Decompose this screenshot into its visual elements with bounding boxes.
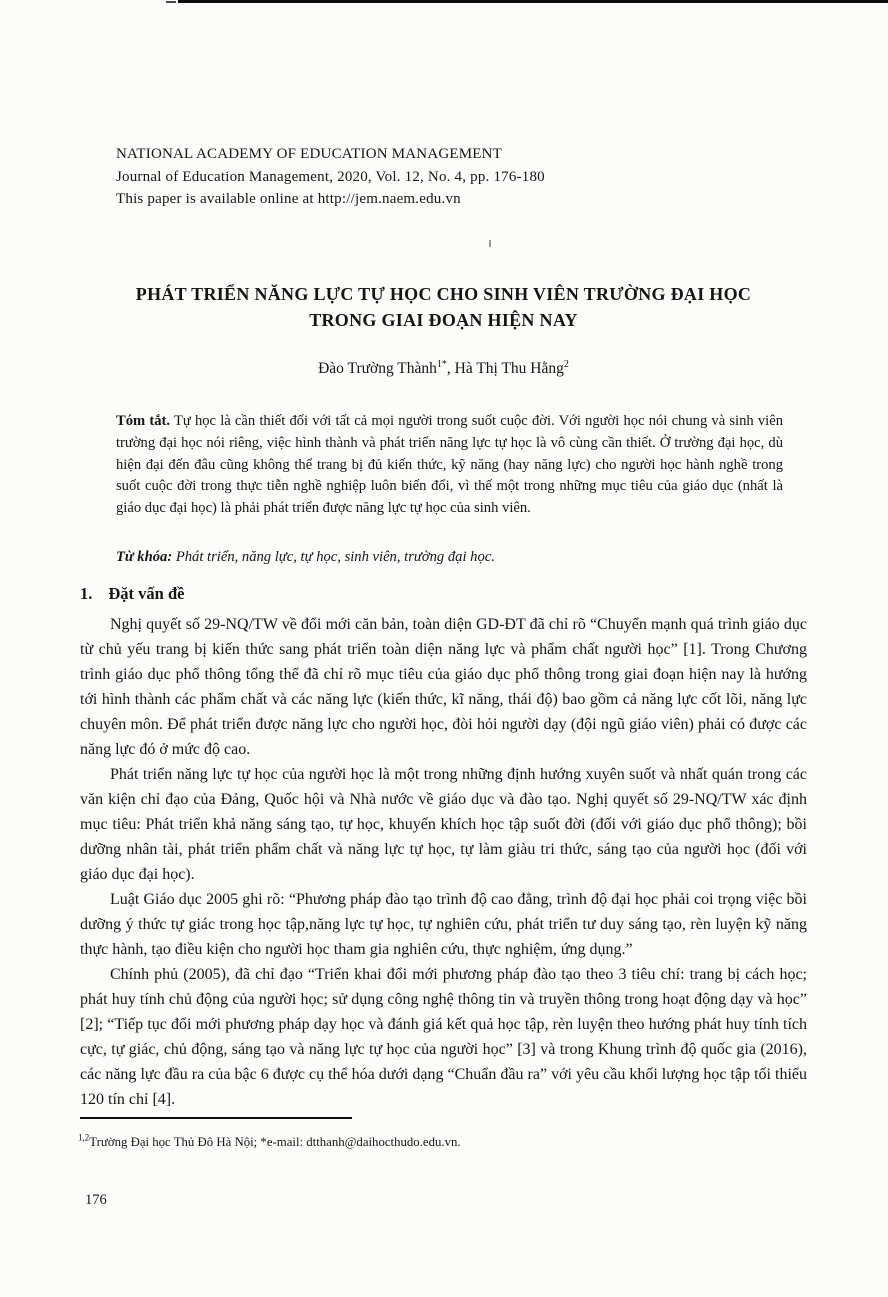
- abstract: [116, 411, 783, 520]
- footnote-text: Trường Đại học Thủ Đô Hà Nội; *e-mail: dtthanh@daihocthudo.edu.vn.: [89, 1135, 461, 1149]
- footnote: [78, 1132, 718, 1150]
- author-2-superscript: 2: [563, 358, 569, 370]
- body-paragraph-4: Chính phủ (2005), đã chỉ đạo “Triển khai đổi mới phương pháp đào tạo theo 3 tiêu chí: trang bị cách học; phát huy tính chủ động của người học; sử dụng công nghệ thông tin và truyền thông trong hoạt động dạy và học” [2]; “Tiếp tục đổi mới phương pháp dạy học và đánh giá kết quả học tập, rèn luyện theo hướng phát huy tính tích cực, tự giác, chủ động, sáng tạo và năng lực tự học của người học” [3] và trong Khung trình độ quốc gia (2016), các năng lực đầu ra của bậc 6 được cụ thể hóa dưới dạng “Chuẩn đầu ra” với yêu cầu khối lượng học tập tối thiểu 120 tín chỉ [4].: [80, 966, 807, 1108]
- scan-speck: [489, 240, 491, 247]
- journal-header: [116, 143, 676, 211]
- authors-line: [80, 360, 807, 378]
- paper-title-line2: TRONG GIAI ĐOẠN HIỆN NAY: [309, 310, 578, 330]
- abstract-label: Tóm tắt.: [116, 413, 171, 429]
- keywords-label: Từ khóa:: [116, 549, 173, 565]
- body-paragraph-2: Phát triển năng lực tự học của người học là một trong những định hướng xuyên suốt và nhất quán trong các văn kiện chỉ đạo của Đảng, Quốc hội và Nhà nước về giáo dục và đào tạo. Nghị quyết số 29-NQ/TW xác định mục tiêu: Phát triển khả năng sáng tạo, tự học, khuyến khích học tập suốt đời (đối với giáo dục phổ thông); bồi dưỡng nhân tài, phát triển phẩm chất và năng lực tự học, tự làm giàu tri thức, sáng tạo của người học (đối với giáo dục đại học).: [80, 766, 807, 883]
- body-text: [80, 612, 807, 1112]
- footnote-superscript: 1,2: [78, 1132, 90, 1143]
- author-1-superscript: 1*: [436, 358, 447, 370]
- page-number: 176: [85, 1192, 107, 1208]
- journal-availability-url: This paper is available online at http://jem.naem.edu.vn: [116, 191, 461, 207]
- section-1-title: Đặt vấn đề: [108, 584, 185, 603]
- paper-title-line1: PHÁT TRIỂN NĂNG LỰC TỰ HỌC CHO SINH VIÊN TRƯỜNG ĐẠI HỌC: [135, 284, 752, 304]
- abstract-text: Tự học là cần thiết đối với tất cả mọi người trong suốt cuộc đời. Với người học nói chung và sinh viên trường đại học nói riêng, việc hình thành và phát triển năng lực tự học là vô cùng cần thiết. Ở trường đại học, dù hiện đại đến đâu cũng không thể trang bị đủ kiến thức, kỹ năng (hay năng lực) cho người học hành nghề trong suốt cuộc đời trong thực tiễn nghề nghiệp luôn biến đổi, vì thế một trong những mục tiêu của giáo dục (nhất là giáo dục đại học) là phải phát triển được năng lực tự học của sinh viên.: [116, 413, 783, 517]
- journal-institution: NATIONAL ACADEMY OF EDUCATION MANAGEMENT: [116, 146, 503, 162]
- keywords-text: Phát triển, năng lực, tự học, sinh viên, trường đại học.: [175, 549, 495, 565]
- section-1-number: 1.: [80, 584, 93, 603]
- paper-title: [80, 281, 807, 333]
- author-1: Đào Trường Thành: [318, 360, 437, 377]
- body-paragraph-3: Luật Giáo dục 2005 ghi rõ: “Phương pháp đào tạo trình độ cao đẳng, trình độ đại học phải coi trọng việc bồi dưỡng ý thức tự giác trong học tập,năng lực tự học, tự nghiên cứu, phát triển tư duy sáng tạo, rèn luyện kỹ năng thực hành, tạo điều kiện cho người học tham gia nghiên cứu, thực nghiệm, ứng dụng.”: [80, 891, 807, 958]
- author-2: Hà Thị Thu Hằng: [454, 360, 564, 377]
- footnote-separator-rule: [80, 1117, 352, 1119]
- authors-separator: ,: [446, 360, 455, 377]
- scan-artifact-top-line: [178, 0, 888, 3]
- section-1-heading: [80, 584, 807, 604]
- journal-citation: Journal of Education Management, 2020, Vol. 12, No. 4, pp. 176-180: [116, 168, 545, 185]
- keywords: [116, 549, 783, 566]
- body-paragraph-1: Nghị quyết số 29-NQ/TW về đổi mới căn bản, toàn diện GD-ĐT đã chỉ rõ “Chuyển mạnh quá trình giáo dục từ chủ yếu trang bị kiến thức sang phát triển toàn diện năng lực và phẩm chất người học” [1]. Trong Chương trình giáo dục phổ thông tổng thể đã chỉ rõ mục tiêu của giáo dục phổ thông trong giai đoạn hiện nay là hướng tới hình thành các phẩm chất và các năng lực (kiến thức, kĩ năng, thái độ) bao gồm cả năng lực cốt lõi, năng lực chuyên môn. Để phát triển được năng lực cho người học, đòi hỏi người dạy (đội ngũ giáo viên) phải có được các năng lực đó ở mức độ cao.: [80, 616, 807, 758]
